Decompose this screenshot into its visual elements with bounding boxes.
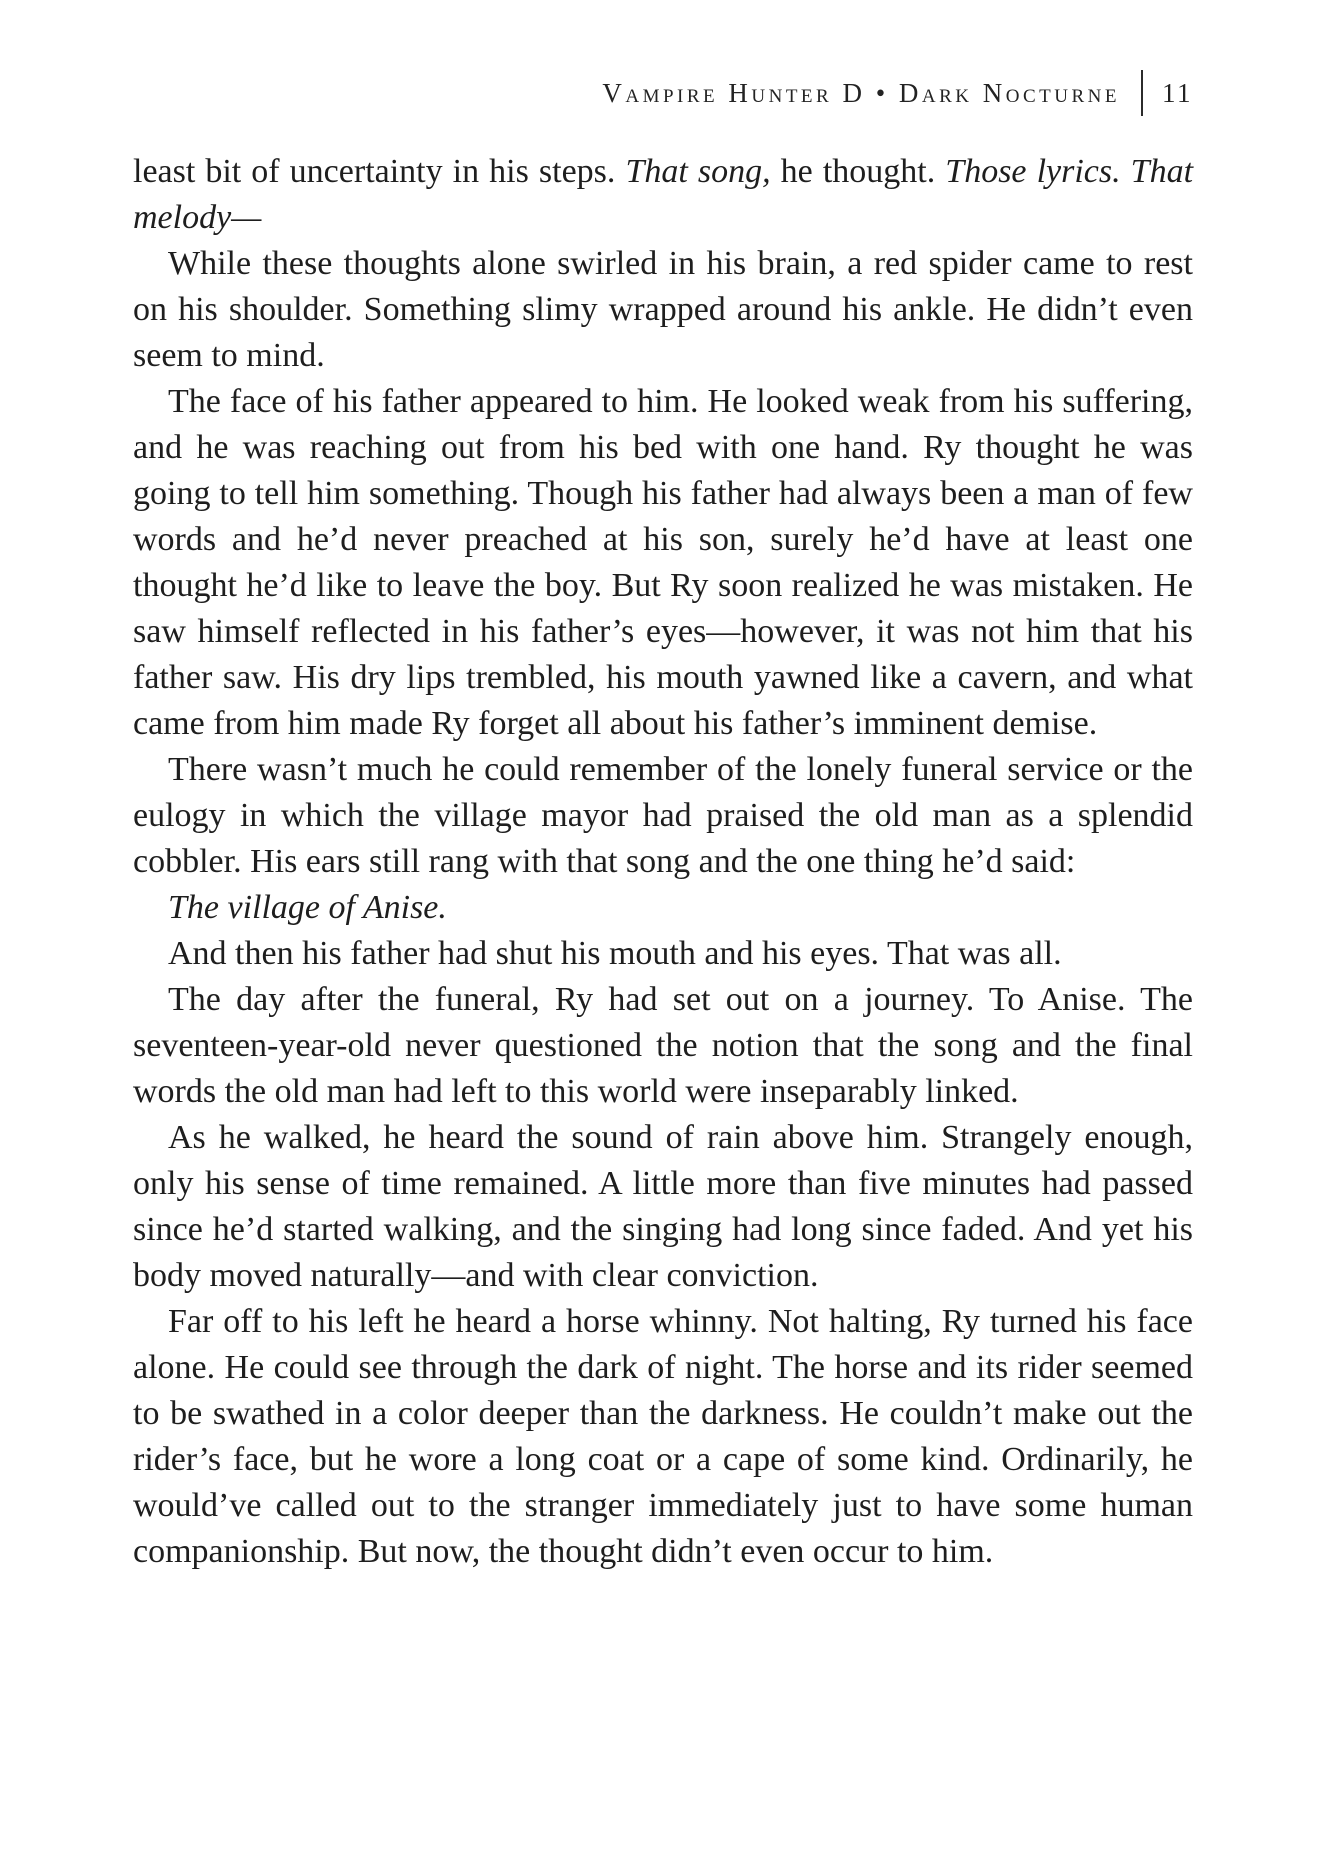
paragraph [133,747,1193,885]
page-header [133,70,1193,116]
paragraph-italic-quote [133,885,1193,931]
paragraph-continuation [133,149,1193,241]
paragraph [133,931,1193,977]
text-segment: As he walked, he heard the sound of rain above him. Strangely enough, only his sense of time remained. A little more than five minutes had passed since he’d started walking, and the singing had long since faded. And yet his body moved naturally—and with clear conviction. [133,1119,1193,1294]
text-segment: least bit of uncertainty in his steps. [133,153,626,190]
paragraph [133,1115,1193,1299]
body-text-block [133,149,1193,1575]
italic-text-segment: The village of Anise. [168,889,447,926]
text-segment: The day after the funeral, Ry had set out on a journey. To Anise. The seventeen-year-old never questioned the notion that the song and the final words the old man had left to this world were inseparably linked. [133,981,1193,1110]
paragraph [133,379,1193,747]
text-segment: The face of his father appeared to him. He looked weak from his suffering, and he was reaching out from his bed with one hand. Ry thought he was going to tell him something. Though his father had always been a man of few words and he’d never preached at his son, surely he’d have at least one thought he’d like to leave the boy. But Ry soon realized he was mistaken. He saw himself reflected in his father’s eyes—however, it was not him that his father saw. His dry lips trembled, his mouth yawned like a cavern, and what came from him made Ry forget all about his father’s imminent demise. [133,383,1193,742]
text-segment: And then his father had shut his mouth and his eyes. That was all. [168,935,1062,972]
paragraph [133,977,1193,1115]
running-title: Vampire Hunter D • Dark Nocturne [602,78,1120,108]
text-segment: Far off to his left he heard a horse whinny. Not halting, Ry turned his face alone. He could see through the dark of night. The horse and its rider seemed to be swathed in a color deeper than the darkness. He couldn’t make out the rider’s face, but he wore a long coat or a cape of some kind. Ordinarily, he would’ve called out to the stranger immediately just to have some human companionship. But now, the thought didn’t even occur to him. [133,1303,1193,1570]
text-segment: he thought. [770,153,946,190]
page-number: 11 [1162,78,1193,108]
italic-text-segment: Those lyrics. That melody— [133,153,1194,236]
paragraph [133,1299,1193,1575]
italic-text-segment: That song, [625,153,771,190]
paragraph [133,241,1193,379]
text-segment: There wasn’t much he could remember of the lonely funeral service or the eulogy in which the village mayor had praised the old man as a splendid cobbler. His ears still rang with that song and the one thing he’d said: [133,751,1193,880]
text-segment: While these thoughts alone swirled in his brain, a red spider came to rest on his shoulder. Something slimy wrapped around his ankle. He didn’t even seem to mind. [133,245,1193,374]
header-divider-rule [1141,70,1143,116]
